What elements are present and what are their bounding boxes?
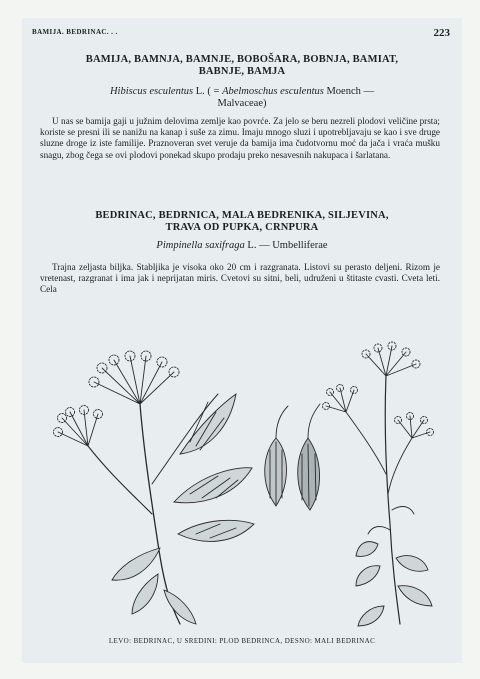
- entry1-latin-author: L. ( =: [193, 86, 223, 97]
- entry1-latin-name: [52, 86, 432, 110]
- entry2-latin-name: [52, 240, 432, 252]
- middle-fruit-bedrinca: [265, 404, 320, 510]
- entry1-title-line2: BABNJE, BAMJA: [198, 66, 286, 77]
- left-umbel-top: [89, 351, 179, 404]
- left-umbel-side: [54, 406, 103, 447]
- entry2-latin-species: Pimpinella saxifraga: [156, 240, 245, 251]
- entry1-latin-synonym: Abelmoschus esculentus: [222, 86, 324, 97]
- right-umbel-top: [362, 342, 420, 376]
- entry2-latin-family: L. — Umbelliferae: [244, 240, 328, 251]
- botanical-illustration: [40, 334, 444, 630]
- entry1-title-line1: BAMIJA, BAMNJA, BAMNJE, BOBOŠARA, BOBNJA, BAMIAT,: [85, 54, 399, 65]
- page-number: 223: [433, 27, 450, 39]
- right-umbel-mid: [395, 413, 434, 439]
- illustration-caption: LEVO: BEDRINAC, U SREDINI: PLOD BEDRINCA, DESNO: MALI BEDRINAC: [108, 637, 376, 645]
- right-plant-mali-bedrinac: [323, 342, 434, 626]
- running-head-text: BAMIJA. BEDRINAC. . .: [32, 28, 118, 36]
- book-page: [22, 18, 462, 663]
- entry1-paragraph: U nas se bamija gaji u južnim delovima zemlje kao povrće. Za jelo se beru nezreli plodovi veličine prsta; koriste se presni ili se nanižu na kanap i suše za zimu. Imaju mnogo sluzi i upotrebljavaju se kao i sve druge sluzne droge iz iste familije. Praznoveran svet veruje da bamija ima čudotvornu moć da jača i vraća mušku snagu, zbog čega se ovi plodovi ponekad skupo prodaju preko nesavesnih nakupaca i šarlatana.: [40, 116, 440, 160]
- entry1-title: [52, 54, 432, 78]
- entry1-latin-family: Malvaceae): [217, 98, 267, 109]
- running-head: [32, 27, 450, 39]
- entry1-latin-species: Hibiscus esculentus: [109, 86, 194, 97]
- entry1-latin-author2: Moench —: [323, 86, 375, 97]
- entry2-title-line1: BEDRINAC, BEDRNICA, MALA BEDRENIKA, SILJEVINA,: [95, 210, 389, 221]
- right-umbel-side: [323, 385, 358, 413]
- left-plant-bedrinac: [54, 351, 255, 624]
- entry2-paragraph: Trajna zeljasta biljka. Stabljika je visoka oko 20 cm i razgranata. Listovi su perasto deljeni. Rizom je vretenast, razgranat i ima jak i neprijatan miris. Cvetovi su sitni, beli, udruženi u štitaste cvasti. Cveta leti. Cela: [40, 262, 440, 295]
- entry2-title: [52, 210, 432, 234]
- entry2-title-line2: TRAVA OD PUPKA, CRNPURA: [165, 222, 319, 233]
